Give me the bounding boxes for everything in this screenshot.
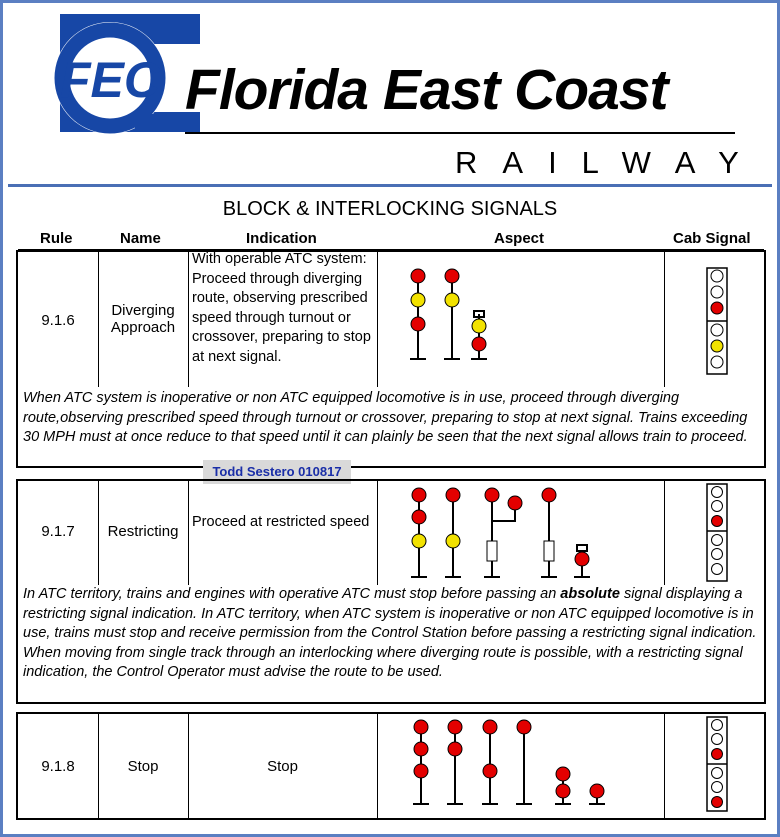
rule-row-9-1-6 [16, 250, 766, 468]
indication-text: Proceed at restricted speed [192, 514, 370, 530]
note-emphasis: absolute [560, 586, 620, 602]
fec-logo-mark [40, 14, 200, 142]
cab-signal-diagram [664, 481, 764, 585]
header-separator [8, 184, 772, 187]
signal-name: Restricting [107, 523, 179, 540]
rule-number: 9.1.8 [41, 758, 75, 775]
logo-underline [185, 132, 735, 134]
fec-logo-text: FEC [60, 52, 160, 108]
aspect-diagram [379, 252, 664, 387]
rule-number: 9.1.6 [41, 312, 75, 329]
rule-row-9-1-8 [16, 712, 766, 820]
column-header-rule: Rule [40, 230, 73, 247]
document-title: BLOCK & INTERLOCKING SIGNALS [222, 198, 558, 220]
cab-signal-diagram [664, 252, 764, 387]
aspect-diagram [379, 714, 664, 818]
column-header-cab-signal: Cab Signal [673, 230, 751, 247]
rule-row-9-1-7 [16, 479, 766, 704]
aspect-diagram [379, 481, 664, 585]
column-header-name: Name [120, 230, 161, 247]
cab-signal-diagram [664, 714, 764, 818]
company-subtitle: RAILWAY [455, 145, 764, 180]
column-header-aspect: Aspect [494, 230, 545, 247]
rule-number: 9.1.7 [41, 523, 75, 540]
indication-text: With operable ATC system: Proceed through diverging route, observing prescribed speed through turnout or crossover, preparing to stop at next signal. [192, 251, 371, 365]
signal-name: Stop [127, 758, 159, 775]
company-name: Florida East Coast [185, 58, 668, 122]
signal-name: Diverging Approach [110, 302, 176, 336]
rule-note: When ATC system is inoperative or non ATC equipped locomotive is in use, proceed through diverging route,observing prescribed speed through turnout or crossover, preparing to stop at next signal. Trains exceeding 30 MPH must at once reduce to that speed until it can plainly be seen that the next signal allows train to proceed. [23, 390, 748, 445]
rule-note: In ATC territory, trains and engines with operative ATC must stop before passing an absolute signal displaying a restricting signal indication. In ATC territory, when ATC system is inoperative or non ATC equipped locomotive is in use, trains must stop and receive permission from the Control Station before passing a restricting signal indication. When moving from single track through an interlocking where diverging route is possible, with a restricting signal indication, the Control Operator must advise the route to be used. [23, 586, 757, 680]
indication-text: Stop [267, 758, 298, 775]
column-header-indication: Indication [246, 230, 317, 247]
author-stamp: Todd Sestero 010817 [203, 460, 351, 484]
